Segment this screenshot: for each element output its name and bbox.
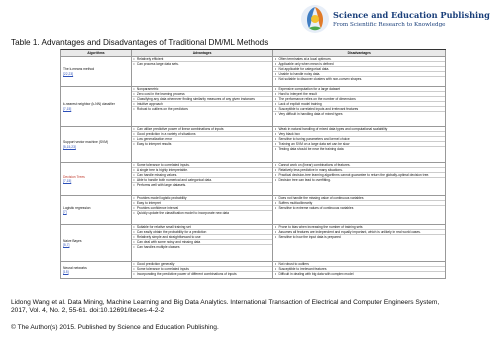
table-row [61, 127, 446, 163]
list-item: • Relatively efficient [132, 57, 273, 62]
list-item: • Nonparametric [132, 87, 273, 92]
list-item: • Relatively less predictive in many situations. [273, 168, 445, 173]
list-item: • Applicable only when mean is defined [273, 62, 445, 67]
disadvantages-cell [273, 163, 446, 195]
list-item: • Low generalization error [132, 137, 273, 142]
list-item: • Can process large data sets. [132, 62, 273, 66]
list-item: • Sensitive to how the input data is prepared [273, 235, 445, 239]
algorithm-name: Decision Trees [63, 174, 85, 179]
list-item: • Some tolerance to correlated inputs. [132, 163, 273, 168]
list-item: • Sensitive to tuning parameters and kernel choice [273, 137, 445, 142]
algorithm-cell [61, 87, 132, 126]
publisher-logo [300, 4, 490, 34]
header-algorithms: Algorithms [61, 50, 132, 56]
list-item: • Hard to interpret the result [273, 92, 445, 97]
list-item: • Provides model logistic probability [132, 196, 273, 201]
algorithm-name: k-nearest neighbor (k-NN) classifier [63, 102, 115, 107]
reference-link[interactable]: [7] [63, 210, 67, 214]
list-item: • Good prediction generally [132, 262, 273, 267]
advantages-cell [132, 87, 274, 126]
list-item: • Very difficult in handling data of mixed types [273, 112, 445, 116]
reference-link[interactable]: [5,15,23] [63, 144, 76, 149]
reference-link[interactable]: [7,15] [63, 106, 72, 111]
disadvantages-cell [273, 127, 446, 162]
list-item: • Can utilize predictive power of linear combinations of inputs [132, 127, 273, 132]
list-item: • Susceptible to irrelevant features [273, 267, 445, 272]
list-item: • Suitable for relative small training set [132, 225, 273, 230]
header-advantages: Advantages [132, 50, 274, 56]
list-item: • Practical decision-tree learning algorithms cannot guarantee to return the globally-optimal decision tree. [273, 173, 445, 178]
algorithm-name: Support vector machine (SVM) [63, 140, 109, 145]
reference-link[interactable]: [7,15] [63, 179, 72, 183]
list-item: • Robust to outliers on the predictors [132, 107, 273, 111]
list-item: • Susceptible to correlated inputs and irrelevant features [273, 107, 445, 112]
list-item: • Suffers multicollinearity [273, 201, 445, 206]
list-item: • Provides confidence interval [132, 206, 273, 211]
list-item: • Unable to handle noisy data. [273, 72, 445, 77]
list-item: • Very black box [273, 132, 445, 137]
list-item: • Able to handle both numerical and categorical data. [132, 178, 273, 183]
advantages-cell [132, 196, 274, 224]
copyright-notice: © The Author(s) 2015. Published by Science and Education Publishing. [11, 324, 219, 331]
table-row [61, 163, 446, 196]
reference-link[interactable]: [22,23] [63, 71, 74, 76]
list-item: • Often terminates at a local optimum. [273, 57, 445, 62]
publisher-tagline: From Scientific Research to Knowledge [333, 21, 446, 28]
list-item: • Incorporating the predictive power of different combinations of inputs [132, 272, 273, 276]
advantages-cell [132, 225, 274, 261]
reference-link[interactable]: [15] [63, 270, 69, 274]
list-item: • Can easily obtain the probability for a prediction [132, 230, 273, 235]
advantages-cell [132, 57, 274, 86]
list-item: • Good prediction in a variety of situations [132, 132, 273, 137]
list-item: • Relatively simple and straightforward to use [132, 235, 273, 240]
list-item: • Classifying any data whenever finding similarity measures of any given instances [132, 97, 273, 102]
list-item: • Lack of explicit model training [273, 102, 445, 107]
list-item: • Some tolerance to correlated inputs [132, 267, 273, 272]
disadvantages-cell [273, 196, 446, 224]
table-row [61, 196, 446, 225]
list-item: • Expensive computation for a large dataset [273, 87, 445, 92]
algorithm-cell [61, 225, 132, 261]
algorithm-name: Naive Bayes [63, 238, 82, 243]
publisher-name: Science and Education Publishing [333, 9, 490, 20]
advantages-cell [132, 163, 274, 195]
list-item: • Training an SVM on a large data set can be slow [273, 142, 445, 147]
list-item: • Does not handle the missing value of continuous variables [273, 196, 445, 201]
algorithm-cell [61, 127, 132, 162]
list-item: • Can handle missing values. [132, 173, 273, 178]
algorithm-cell [61, 163, 132, 195]
list-item: • Performs well with large datasets. [132, 183, 273, 187]
list-item: • Not robust to outliers [273, 262, 445, 267]
figure-caption: Lidong Wang et al. Data Mining, Machine Learning and Big Data Analytics. International Transaction of Electrical and Computer Engineers System, 2017, Vol. 4, No. 2, 55-61. doi:10.12691/iteces-4-2-2 [11, 299, 440, 315]
list-item: • Not applicable for categorical data. [273, 67, 445, 72]
disadvantages-cell [273, 87, 446, 126]
list-item: • Decision tree can lead to overfitting. [273, 178, 445, 182]
disadvantages-cell [273, 262, 446, 278]
table-title: Table 1. Advantages and Disadvantages of Traditional DM/ML Methods [11, 38, 269, 47]
list-item: • Difficult in dealing with big data with complex model [273, 272, 445, 276]
list-item: • Can deal with some noisy and missing data [132, 240, 273, 245]
list-item: • Quickly update the classification model to incorporate new data [132, 211, 273, 215]
list-item: • Not suitable to discover clusters with non-convex shapes. [273, 77, 445, 81]
list-item: • Weak in natural handling of mixed data types and computational scalability [273, 127, 445, 132]
list-item: • Prone to bias when increasing the number of training sets [273, 225, 445, 230]
advantages-cell [132, 127, 274, 162]
header-disadvantages: Disadvantages [273, 50, 446, 56]
comparison-table [60, 49, 446, 279]
list-item: • Sensitive to extreme values of continuous variables [273, 206, 445, 210]
algorithm-cell [61, 262, 132, 278]
table-header-row [61, 50, 446, 57]
algorithm-cell [61, 57, 132, 86]
list-item: • A single tree is highly interpretable. [132, 168, 273, 173]
list-item: • Assumes all features are independent and equally important, which is unlikely in real world cases. [273, 230, 445, 235]
list-item: • Zero cost in the learning process [132, 92, 273, 97]
list-item: • Easy to interpret [132, 201, 273, 206]
algorithm-name: Logistic regression [63, 205, 91, 210]
list-item: • Testing data should be near the training data [273, 147, 445, 151]
globe-logo-icon [300, 4, 330, 34]
table-row [61, 57, 446, 87]
list-item: • Easy to interpret results [132, 142, 273, 146]
table-row [61, 225, 446, 262]
list-item: • Intuitive approach [132, 102, 273, 107]
algorithm-name: The k-means method [63, 67, 95, 72]
list-item: • Cannot work on (linear) combinations of features. [273, 163, 445, 168]
reference-link[interactable]: [5,7] [63, 243, 70, 247]
table-row [61, 262, 446, 279]
advantages-cell [132, 262, 274, 278]
table-row [61, 87, 446, 127]
list-item: • Can handles multiple classes [132, 245, 273, 249]
algorithm-cell [61, 196, 132, 224]
list-item: • The performance relies on the number of dimensions [273, 97, 445, 102]
algorithm-name: Neural networks [63, 265, 87, 270]
disadvantages-cell [273, 225, 446, 261]
disadvantages-cell [273, 57, 446, 86]
